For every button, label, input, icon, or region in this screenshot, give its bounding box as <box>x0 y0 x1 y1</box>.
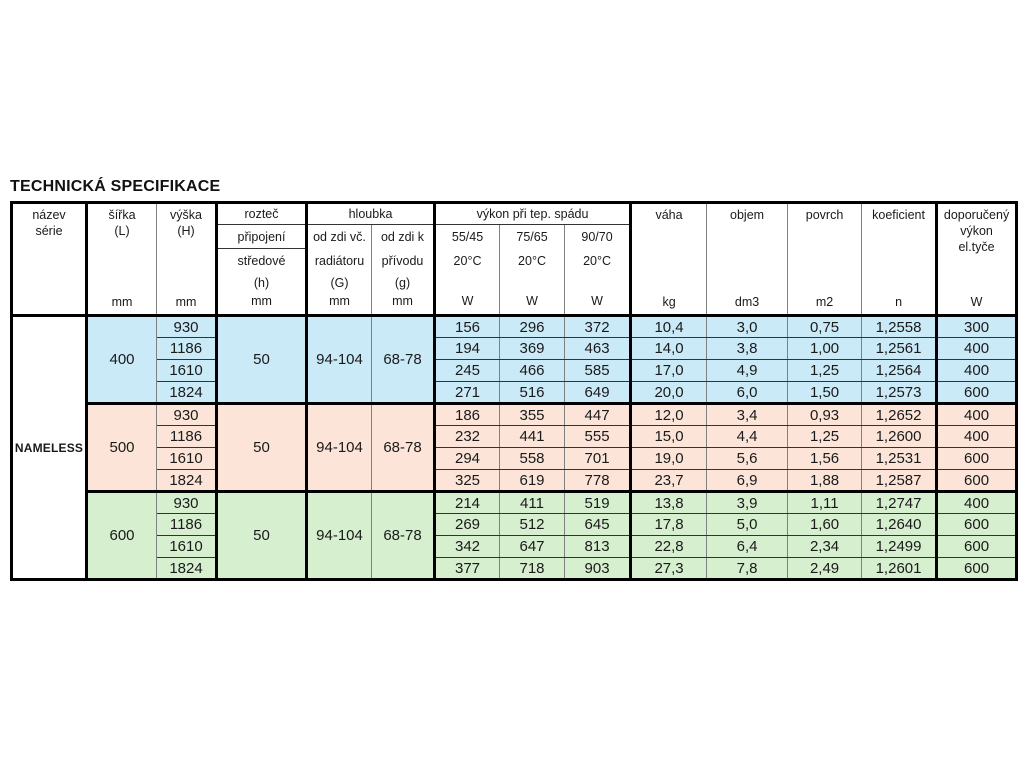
spec-table-body <box>12 316 1017 580</box>
value-cell: 1,88 <box>788 470 862 492</box>
value-cell: 516 <box>500 382 565 404</box>
header-label: (g) <box>394 276 411 290</box>
header-label: váha <box>655 208 683 222</box>
value-cell: 214 <box>435 492 500 514</box>
header-label: el.tyče <box>958 240 995 254</box>
header-label: 20°C <box>583 254 611 268</box>
value-cell: 645 <box>565 514 631 536</box>
width-cell: 600 <box>87 492 157 580</box>
header-label: radiátoru <box>314 254 365 268</box>
value-cell: 2,49 <box>788 558 862 580</box>
header-unit: W <box>526 294 538 308</box>
spec-table <box>10 201 1018 581</box>
header-sirka <box>87 203 157 316</box>
height-cell: 930 <box>157 492 217 514</box>
value-cell: 600 <box>937 448 1017 470</box>
header-group-roztec: rozteč <box>217 203 307 225</box>
value-cell: 6,0 <box>707 382 788 404</box>
depth-p-cell: 68-78 <box>372 316 435 404</box>
value-cell: 519 <box>565 492 631 514</box>
value-cell: 1,2747 <box>862 492 937 514</box>
value-cell: 701 <box>565 448 631 470</box>
value-cell: 1,25 <box>788 360 862 382</box>
header-group-vykon: výkon při tep. spádu <box>435 203 631 225</box>
header-unit: mm <box>175 295 197 309</box>
value-cell: 6,9 <box>707 470 788 492</box>
header-unit: W <box>591 294 603 308</box>
value-cell: 22,8 <box>631 536 707 558</box>
spec-table-header <box>12 203 1017 316</box>
header-unit: mm <box>392 294 413 308</box>
header-label: od zdi vč. <box>313 230 366 244</box>
header-label: šířka <box>108 208 136 222</box>
table-row <box>12 514 1017 536</box>
width-cell: 500 <box>87 404 157 492</box>
value-cell: 558 <box>500 448 565 470</box>
header-label: série <box>35 224 63 238</box>
value-cell: 6,4 <box>707 536 788 558</box>
table-row <box>12 360 1017 382</box>
header-row-groups <box>12 203 1017 225</box>
value-cell: 813 <box>565 536 631 558</box>
value-cell: 1,25 <box>788 426 862 448</box>
value-cell: 1,2561 <box>862 338 937 360</box>
value-cell: 1,2652 <box>862 404 937 426</box>
table-row <box>12 382 1017 404</box>
value-cell: 1,2558 <box>862 316 937 338</box>
header-vykon-9070 <box>565 225 631 316</box>
header-unit: dm3 <box>734 295 760 309</box>
series-name-cell: NAMELESS <box>12 316 87 580</box>
value-cell: 372 <box>565 316 631 338</box>
value-cell: 13,8 <box>631 492 707 514</box>
header-label: doporučený <box>943 208 1010 222</box>
value-cell: 17,0 <box>631 360 707 382</box>
value-cell: 1,2499 <box>862 536 937 558</box>
header-koeficient <box>862 203 937 316</box>
value-cell: 156 <box>435 316 500 338</box>
header-hloubka-p <box>372 225 435 316</box>
header-label: středové <box>237 254 286 268</box>
height-cell: 1824 <box>157 470 217 492</box>
height-cell: 1186 <box>157 514 217 536</box>
header-group-hloubka: hloubka <box>307 203 435 225</box>
header-label: 90/70 <box>581 230 613 244</box>
value-cell: 2,34 <box>788 536 862 558</box>
header-doporuceny <box>937 203 1017 316</box>
height-cell: 1824 <box>157 558 217 580</box>
value-cell: 1,2573 <box>862 382 937 404</box>
value-cell: 400 <box>937 360 1017 382</box>
header-unit: W <box>970 295 983 309</box>
width-cell: 400 <box>87 316 157 404</box>
header-label: 20°C <box>518 254 546 268</box>
header-hloubka-g <box>307 225 372 316</box>
header-label: 75/65 <box>516 230 548 244</box>
header-label: výkon <box>960 224 993 238</box>
roztec-cell: 50 <box>217 316 307 404</box>
value-cell: 600 <box>937 514 1017 536</box>
value-cell: 0,75 <box>788 316 862 338</box>
header-unit: n <box>895 295 903 309</box>
table-row <box>12 448 1017 470</box>
value-cell: 647 <box>500 536 565 558</box>
header-label: povrch <box>805 208 844 222</box>
value-cell: 585 <box>565 360 631 382</box>
header-label: (L) <box>114 224 130 238</box>
value-cell: 649 <box>565 382 631 404</box>
table-row <box>12 338 1017 360</box>
value-cell: 466 <box>500 360 565 382</box>
header-unit: mm <box>111 295 133 309</box>
value-cell: 1,60 <box>788 514 862 536</box>
roztec-cell: 50 <box>217 492 307 580</box>
value-cell: 3,8 <box>707 338 788 360</box>
depth-p-cell: 68-78 <box>372 492 435 580</box>
value-cell: 7,8 <box>707 558 788 580</box>
value-cell: 5,0 <box>707 514 788 536</box>
value-cell: 619 <box>500 470 565 492</box>
depth-g-cell: 94-104 <box>307 404 372 492</box>
value-cell: 1,2600 <box>862 426 937 448</box>
header-nazev-serie <box>12 203 87 316</box>
height-cell: 1186 <box>157 426 217 448</box>
value-cell: 19,0 <box>631 448 707 470</box>
value-cell: 5,6 <box>707 448 788 470</box>
value-cell: 1,00 <box>788 338 862 360</box>
header-label: od zdi k <box>380 230 425 244</box>
value-cell: 1,2531 <box>862 448 937 470</box>
value-cell: 325 <box>435 470 500 492</box>
value-cell: 14,0 <box>631 338 707 360</box>
value-cell: 600 <box>937 558 1017 580</box>
value-cell: 600 <box>937 470 1017 492</box>
value-cell: 12,0 <box>631 404 707 426</box>
value-cell: 15,0 <box>631 426 707 448</box>
value-cell: 718 <box>500 558 565 580</box>
header-label: přívodu <box>381 254 424 268</box>
header-label: 55/45 <box>451 230 484 244</box>
header-label: objem <box>730 208 765 222</box>
value-cell: 23,7 <box>631 470 707 492</box>
value-cell: 441 <box>500 426 565 448</box>
table-row <box>12 404 1017 426</box>
value-cell: 3,0 <box>707 316 788 338</box>
header-unit: kg <box>662 295 676 309</box>
table-row <box>12 426 1017 448</box>
value-cell: 269 <box>435 514 500 536</box>
value-cell: 1,50 <box>788 382 862 404</box>
header-vykon-7565 <box>500 225 565 316</box>
value-cell: 600 <box>937 382 1017 404</box>
header-label: název <box>32 208 66 222</box>
value-cell: 4,9 <box>707 360 788 382</box>
height-cell: 1610 <box>157 448 217 470</box>
header-unit <box>13 309 85 314</box>
value-cell: 17,8 <box>631 514 707 536</box>
header-roztec-sub <box>217 225 307 316</box>
value-cell: 186 <box>435 404 500 426</box>
value-cell: 1,2601 <box>862 558 937 580</box>
header-vaha <box>631 203 707 316</box>
value-cell: 10,4 <box>631 316 707 338</box>
value-cell: 555 <box>565 426 631 448</box>
value-cell: 1,56 <box>788 448 862 470</box>
value-cell: 400 <box>937 338 1017 360</box>
table-row <box>12 536 1017 558</box>
value-cell: 342 <box>435 536 500 558</box>
value-cell: 512 <box>500 514 565 536</box>
value-cell: 245 <box>435 360 500 382</box>
value-cell: 1,2564 <box>862 360 937 382</box>
value-cell: 463 <box>565 338 631 360</box>
value-cell: 4,4 <box>707 426 788 448</box>
value-cell: 400 <box>937 492 1017 514</box>
roztec-cell: 50 <box>217 404 307 492</box>
value-cell: 411 <box>500 492 565 514</box>
value-cell: 369 <box>500 338 565 360</box>
header-unit: mm <box>329 294 350 308</box>
value-cell: 194 <box>435 338 500 360</box>
depth-g-cell: 94-104 <box>307 492 372 580</box>
value-cell: 27,3 <box>631 558 707 580</box>
value-cell: 400 <box>937 404 1017 426</box>
height-cell: 930 <box>157 404 217 426</box>
header-vykon-5545 <box>435 225 500 316</box>
value-cell: 294 <box>435 448 500 470</box>
header-label: připojení <box>218 225 305 249</box>
header-unit: mm <box>251 294 272 308</box>
table-row <box>12 470 1017 492</box>
value-cell: 0,93 <box>788 404 862 426</box>
table-row <box>12 558 1017 580</box>
depth-p-cell: 68-78 <box>372 404 435 492</box>
value-cell: 232 <box>435 426 500 448</box>
height-cell: 1610 <box>157 536 217 558</box>
value-cell: 600 <box>937 536 1017 558</box>
height-cell: 1186 <box>157 338 217 360</box>
value-cell: 3,9 <box>707 492 788 514</box>
depth-g-cell: 94-104 <box>307 316 372 404</box>
header-povrch <box>788 203 862 316</box>
value-cell: 296 <box>500 316 565 338</box>
header-unit: m2 <box>815 295 834 309</box>
header-label: 20°C <box>453 254 482 268</box>
value-cell: 271 <box>435 382 500 404</box>
table-row <box>12 316 1017 338</box>
value-cell: 355 <box>500 404 565 426</box>
page-title: TECHNICKÁ SPECIFIKACE <box>10 178 221 195</box>
header-label: (G) <box>330 276 349 290</box>
value-cell: 1,2640 <box>862 514 937 536</box>
value-cell: 300 <box>937 316 1017 338</box>
value-cell: 1,11 <box>788 492 862 514</box>
header-label: (H) <box>177 224 195 238</box>
value-cell: 400 <box>937 426 1017 448</box>
value-cell: 20,0 <box>631 382 707 404</box>
header-unit: W <box>461 294 474 308</box>
value-cell: 778 <box>565 470 631 492</box>
header-vyska <box>157 203 217 316</box>
header-label: výška <box>170 208 202 222</box>
header-objem <box>707 203 788 316</box>
height-cell: 1610 <box>157 360 217 382</box>
table-row <box>12 492 1017 514</box>
header-label: koeficient <box>872 208 925 222</box>
height-cell: 930 <box>157 316 217 338</box>
value-cell: 903 <box>565 558 631 580</box>
value-cell: 377 <box>435 558 500 580</box>
value-cell: 1,2587 <box>862 470 937 492</box>
value-cell: 447 <box>565 404 631 426</box>
height-cell: 1824 <box>157 382 217 404</box>
value-cell: 3,4 <box>707 404 788 426</box>
header-label: (h) <box>253 276 270 290</box>
